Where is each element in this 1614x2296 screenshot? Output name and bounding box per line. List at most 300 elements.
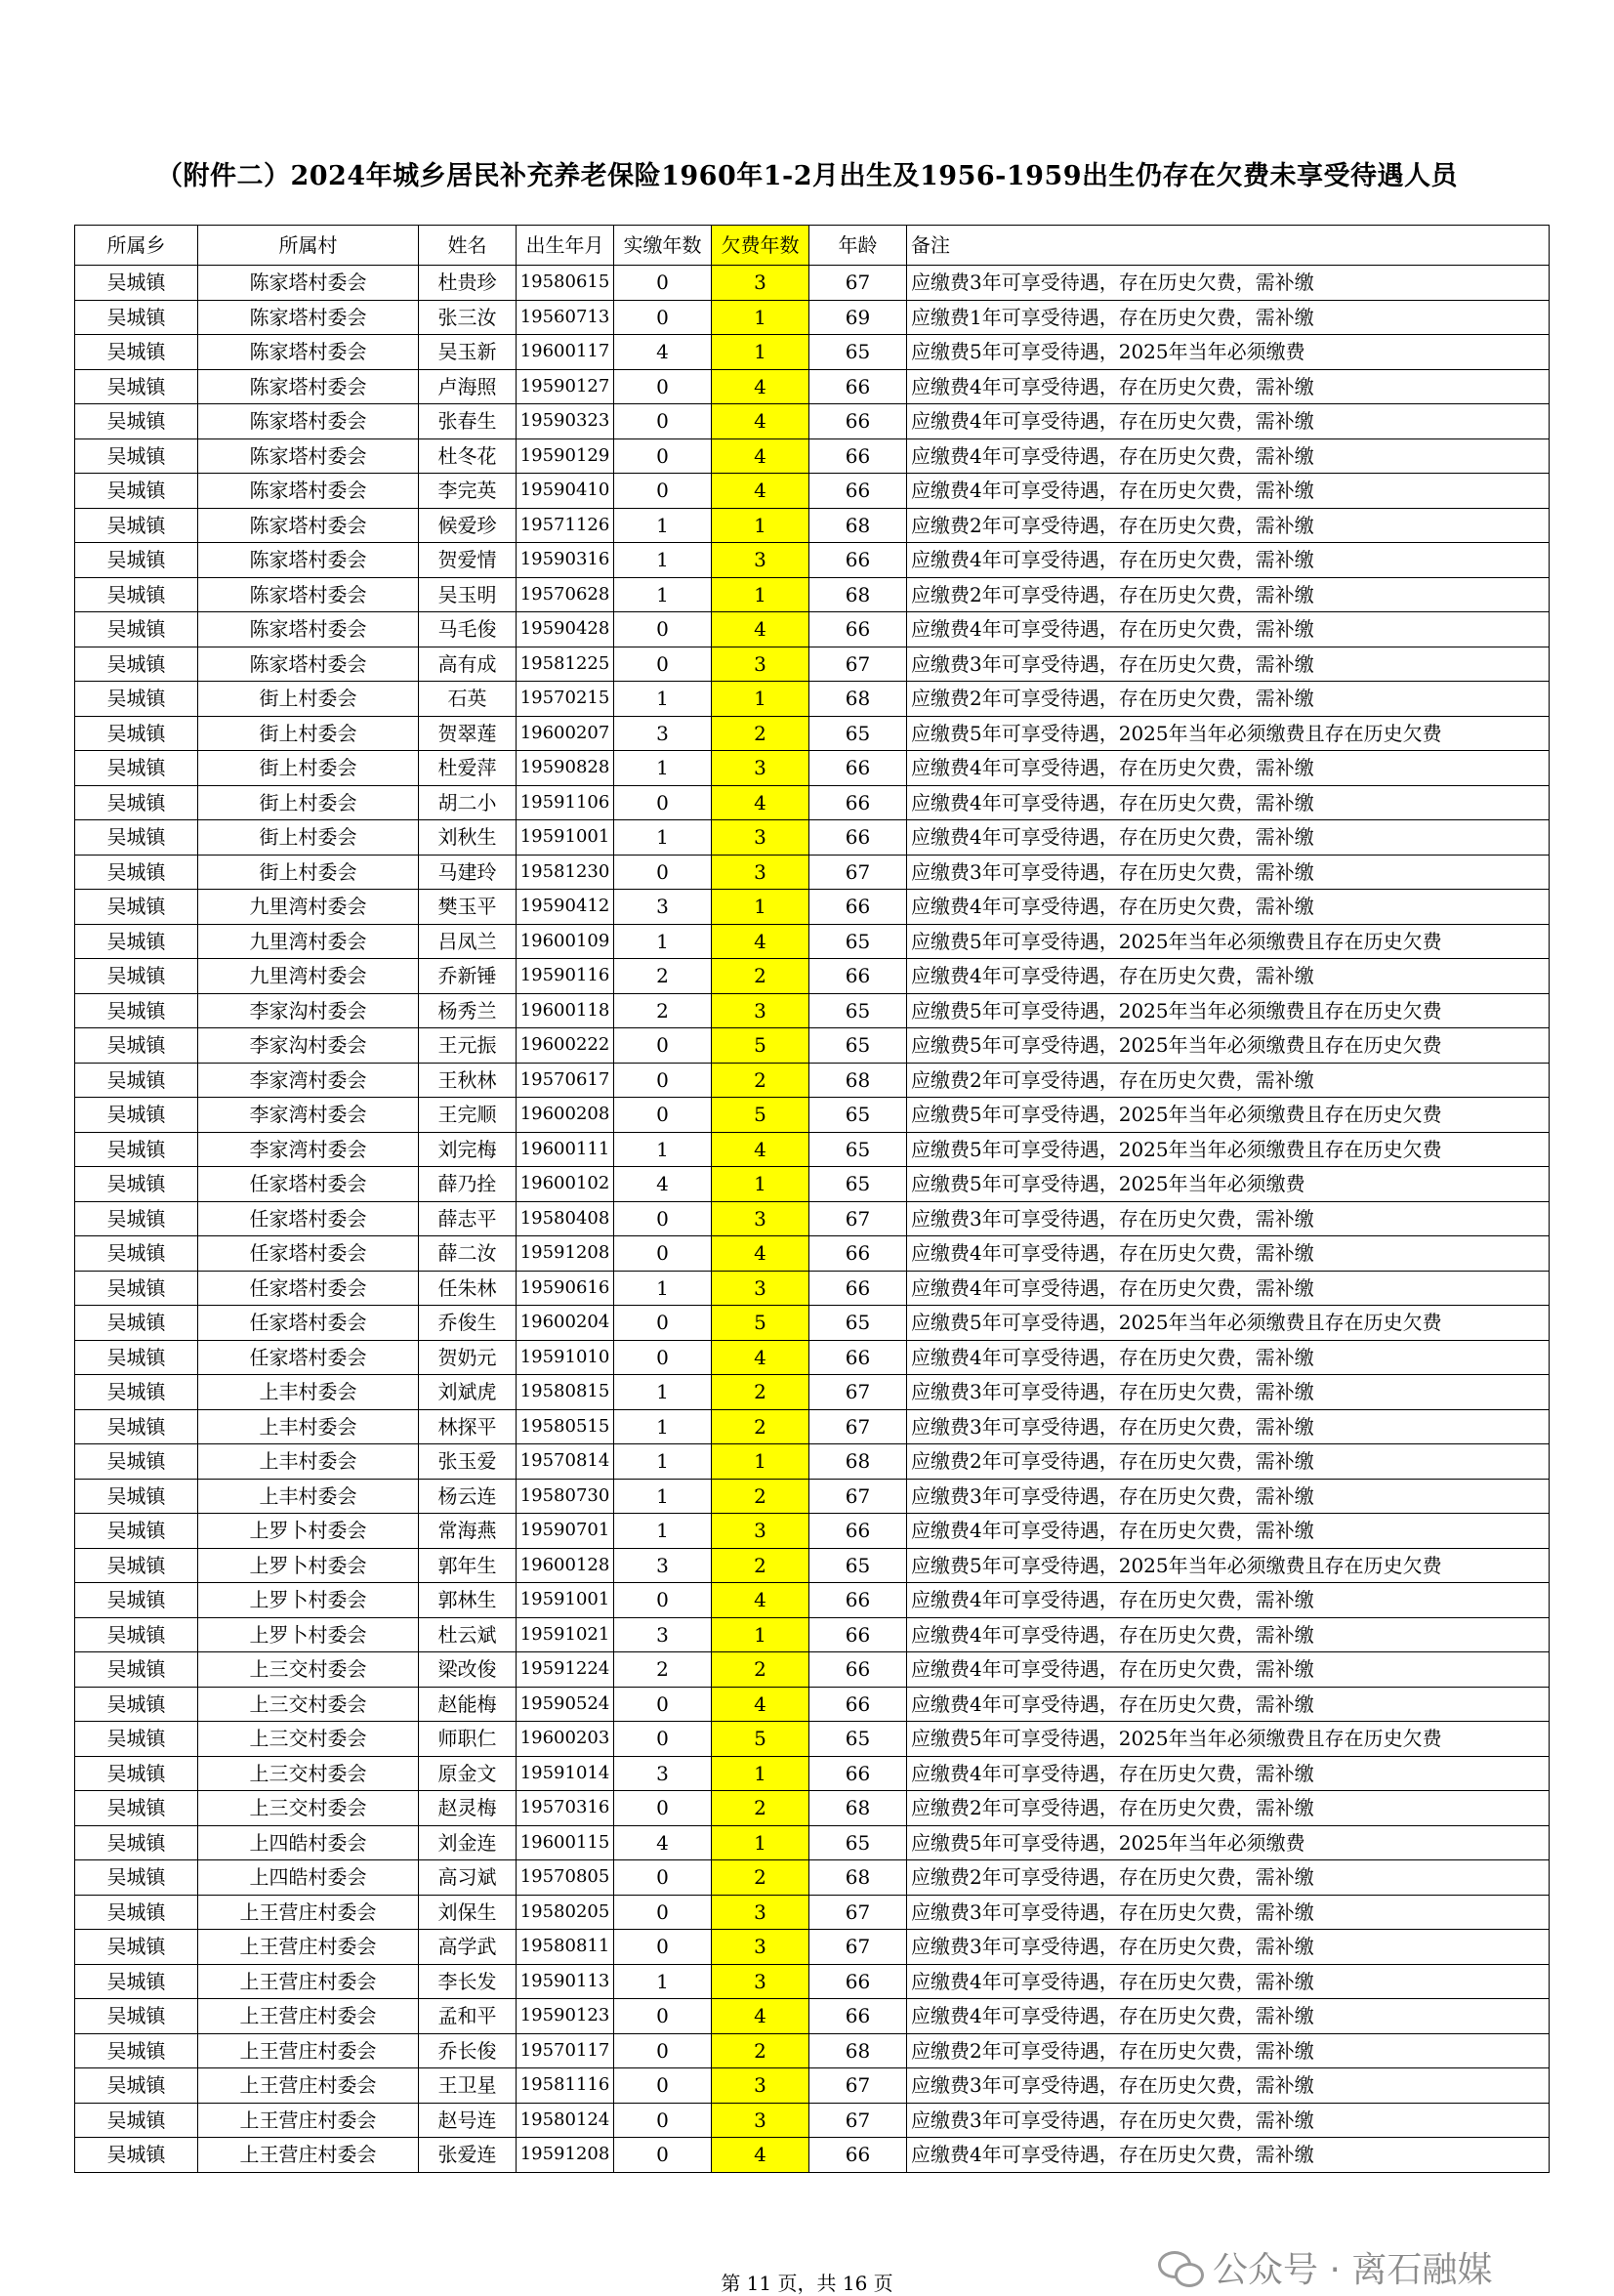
- cell-age: 65: [809, 335, 907, 370]
- table-row: [75, 993, 1550, 1028]
- cell-remarks: 应缴费5年可享受待遇，2025年当年必须缴费且存在历史欠费: [907, 716, 1550, 751]
- cell-village: 上王营庄村委会: [198, 2103, 419, 2138]
- cell-name: 王秋林: [419, 1063, 517, 1098]
- cell-village: 上王营庄村委会: [198, 2033, 419, 2068]
- cell-birth: 19590113: [517, 1964, 614, 1999]
- cell-arrears-years: 5: [712, 1306, 809, 1341]
- cell-arrears-years: 4: [712, 1236, 809, 1272]
- cell-age: 67: [809, 2068, 907, 2104]
- table-row: [75, 1583, 1550, 1618]
- cell-arrears-years: 3: [712, 1964, 809, 1999]
- cell-paid-years: 3: [614, 1548, 712, 1583]
- cell-remarks: 应缴费4年可享受待遇，存在历史欠费，需补缴: [907, 1236, 1550, 1272]
- cell-age: 66: [809, 751, 907, 786]
- cell-village: 上三交村委会: [198, 1791, 419, 1826]
- cell-paid-years: 2: [614, 959, 712, 994]
- cell-arrears-years: 1: [712, 1167, 809, 1202]
- cell-township: 吴城镇: [75, 1791, 198, 1826]
- table-row: [75, 438, 1550, 474]
- cell-birth: 19591106: [517, 785, 614, 820]
- cell-name: 候爱珍: [419, 508, 517, 543]
- cell-township: 吴城镇: [75, 1860, 198, 1896]
- cell-age: 68: [809, 1063, 907, 1098]
- header-birth: 出生年月: [517, 226, 614, 266]
- cell-remarks: 应缴费3年可享受待遇，存在历史欠费，需补缴: [907, 1201, 1550, 1236]
- table-row: [75, 1479, 1550, 1514]
- cell-paid-years: 0: [614, 2033, 712, 2068]
- cell-village: 上王营庄村委会: [198, 1930, 419, 1965]
- cell-arrears-years: 1: [712, 300, 809, 335]
- cell-age: 66: [809, 1687, 907, 1722]
- cell-paid-years: 0: [614, 647, 712, 682]
- cell-arrears-years: 4: [712, 1687, 809, 1722]
- cell-paid-years: 0: [614, 369, 712, 404]
- cell-arrears-years: 5: [712, 1098, 809, 1133]
- cell-paid-years: 3: [614, 1617, 712, 1652]
- cell-age: 68: [809, 1791, 907, 1826]
- cell-village: 上三交村委会: [198, 1756, 419, 1791]
- cell-name: 原金文: [419, 1756, 517, 1791]
- cell-arrears-years: 3: [712, 751, 809, 786]
- table-row: [75, 335, 1550, 370]
- cell-age: 65: [809, 924, 907, 959]
- cell-birth: 19600203: [517, 1722, 614, 1757]
- cell-remarks: 应缴费5年可享受待遇，2025年当年必须缴费且存在历史欠费: [907, 993, 1550, 1028]
- table-row: [75, 785, 1550, 820]
- cell-arrears-years: 4: [712, 438, 809, 474]
- cell-age: 66: [809, 369, 907, 404]
- cell-township: 吴城镇: [75, 1756, 198, 1791]
- watermark: [1158, 2242, 1492, 2292]
- cell-age: 66: [809, 543, 907, 578]
- cell-township: 吴城镇: [75, 1652, 198, 1688]
- cell-name: 张春生: [419, 404, 517, 439]
- cell-remarks: 应缴费2年可享受待遇，存在历史欠费，需补缴: [907, 1791, 1550, 1826]
- cell-remarks: 应缴费5年可享受待遇，2025年当年必须缴费且存在历史欠费: [907, 1306, 1550, 1341]
- cell-arrears-years: 3: [712, 1930, 809, 1965]
- cell-age: 66: [809, 1756, 907, 1791]
- cell-paid-years: 0: [614, 1860, 712, 1896]
- cell-age: 66: [809, 438, 907, 474]
- cell-village: 街上村委会: [198, 785, 419, 820]
- cell-age: 66: [809, 1652, 907, 1688]
- cell-name: 孟和平: [419, 1999, 517, 2034]
- cell-age: 65: [809, 1167, 907, 1202]
- cell-birth: 19590316: [517, 543, 614, 578]
- cell-remarks: 应缴费2年可享受待遇，存在历史欠费，需补缴: [907, 508, 1550, 543]
- cell-township: 吴城镇: [75, 474, 198, 509]
- cell-village: 陈家塔村委会: [198, 612, 419, 647]
- cell-paid-years: 0: [614, 1687, 712, 1722]
- cell-remarks: 应缴费4年可享受待遇，存在历史欠费，需补缴: [907, 890, 1550, 925]
- cell-arrears-years: 2: [712, 1409, 809, 1444]
- cell-name: 林探平: [419, 1409, 517, 1444]
- cell-remarks: 应缴费1年可享受待遇，存在历史欠费，需补缴: [907, 300, 1550, 335]
- cell-remarks: 应缴费4年可享受待遇，存在历史欠费，需补缴: [907, 1964, 1550, 1999]
- cell-township: 吴城镇: [75, 1028, 198, 1064]
- cell-paid-years: 4: [614, 1825, 712, 1860]
- cell-township: 吴城镇: [75, 682, 198, 717]
- cell-arrears-years: 1: [712, 1617, 809, 1652]
- cell-paid-years: 1: [614, 577, 712, 612]
- cell-paid-years: 2: [614, 993, 712, 1028]
- cell-village: 陈家塔村委会: [198, 369, 419, 404]
- cell-age: 66: [809, 1271, 907, 1306]
- cell-name: 贺爱情: [419, 543, 517, 578]
- cell-village: 上王营庄村委会: [198, 1999, 419, 2034]
- cell-birth: 19590123: [517, 1999, 614, 2034]
- cell-name: 王卫星: [419, 2068, 517, 2104]
- cell-name: 刘保生: [419, 1895, 517, 1930]
- table-row: [75, 1652, 1550, 1688]
- cell-village: 上三交村委会: [198, 1722, 419, 1757]
- cell-paid-years: 0: [614, 1791, 712, 1826]
- cell-age: 65: [809, 1028, 907, 1064]
- table-row: [75, 890, 1550, 925]
- cell-village: 陈家塔村委会: [198, 543, 419, 578]
- cell-paid-years: 0: [614, 474, 712, 509]
- watermark-text: 公众号 · 离石融媒: [1213, 2250, 1493, 2290]
- cell-paid-years: 0: [614, 266, 712, 301]
- table-row: [75, 1722, 1550, 1757]
- cell-village: 街上村委会: [198, 855, 419, 890]
- cell-arrears-years: 1: [712, 1825, 809, 1860]
- cell-age: 66: [809, 1583, 907, 1618]
- cell-name: 任朱林: [419, 1271, 517, 1306]
- cell-birth: 19570215: [517, 682, 614, 717]
- cell-name: 郭林生: [419, 1583, 517, 1618]
- cell-paid-years: 0: [614, 855, 712, 890]
- cell-birth: 19591021: [517, 1617, 614, 1652]
- cell-arrears-years: 3: [712, 993, 809, 1028]
- cell-name: 梁改俊: [419, 1652, 517, 1688]
- cell-arrears-years: 3: [712, 855, 809, 890]
- table-row: [75, 1514, 1550, 1549]
- cell-township: 吴城镇: [75, 1167, 198, 1202]
- cell-township: 吴城镇: [75, 1444, 198, 1480]
- cell-paid-years: 0: [614, 300, 712, 335]
- cell-birth: 19590412: [517, 890, 614, 925]
- cell-birth: 19581225: [517, 647, 614, 682]
- cell-remarks: 应缴费4年可享受待遇，存在历史欠费，需补缴: [907, 1271, 1550, 1306]
- cell-remarks: 应缴费5年可享受待遇，2025年当年必须缴费且存在历史欠费: [907, 1722, 1550, 1757]
- cell-remarks: 应缴费5年可享受待遇，2025年当年必须缴费: [907, 1167, 1550, 1202]
- cell-paid-years: 1: [614, 1271, 712, 1306]
- cell-arrears-years: 3: [712, 820, 809, 856]
- cell-name: 薛二汝: [419, 1236, 517, 1272]
- cell-arrears-years: 1: [712, 890, 809, 925]
- cell-name: 张爱连: [419, 2138, 517, 2173]
- cell-remarks: 应缴费5年可享受待遇，2025年当年必须缴费: [907, 335, 1550, 370]
- header-arrears-years: 欠费年数: [712, 226, 809, 266]
- cell-age: 66: [809, 474, 907, 509]
- cell-birth: 19570316: [517, 1791, 614, 1826]
- cell-name: 杜贵珍: [419, 266, 517, 301]
- cell-name: 吴玉明: [419, 577, 517, 612]
- cell-paid-years: 0: [614, 1063, 712, 1098]
- cell-arrears-years: 2: [712, 1479, 809, 1514]
- table-row: [75, 2033, 1550, 2068]
- cell-remarks: 应缴费5年可享受待遇，2025年当年必须缴费: [907, 1825, 1550, 1860]
- cell-name: 石英: [419, 682, 517, 717]
- document-title: （附件二）2024年城乡居民补充养老保险1960年1-2月出生及1956-1959出生仍存在欠费未享受待遇人员: [155, 161, 1459, 191]
- table-row: [75, 1132, 1550, 1167]
- table-row: [75, 1791, 1550, 1826]
- table-row: [75, 1756, 1550, 1791]
- cell-remarks: 应缴费4年可享受待遇，存在历史欠费，需补缴: [907, 1687, 1550, 1722]
- cell-name: 李长发: [419, 1964, 517, 1999]
- cell-age: 68: [809, 2033, 907, 2068]
- cell-arrears-years: 4: [712, 1583, 809, 1618]
- cell-age: 67: [809, 1895, 907, 1930]
- cell-paid-years: 0: [614, 404, 712, 439]
- cell-village: 陈家塔村委会: [198, 647, 419, 682]
- header-remarks: 备注: [907, 226, 1550, 266]
- cell-remarks: 应缴费5年可享受待遇，2025年当年必须缴费且存在历史欠费: [907, 1028, 1550, 1064]
- table-header-row: [75, 226, 1550, 266]
- cell-birth: 19591001: [517, 820, 614, 856]
- cell-arrears-years: 3: [712, 1271, 809, 1306]
- cell-paid-years: 0: [614, 1201, 712, 1236]
- cell-village: 李家湾村委会: [198, 1132, 419, 1167]
- cell-township: 吴城镇: [75, 1548, 198, 1583]
- cell-birth: 19590524: [517, 1687, 614, 1722]
- cell-village: 任家塔村委会: [198, 1306, 419, 1341]
- cell-name: 吕凤兰: [419, 924, 517, 959]
- cell-township: 吴城镇: [75, 785, 198, 820]
- cell-arrears-years: 3: [712, 647, 809, 682]
- cell-name: 赵号连: [419, 2103, 517, 2138]
- cell-paid-years: 3: [614, 716, 712, 751]
- cell-township: 吴城镇: [75, 716, 198, 751]
- cell-village: 上三交村委会: [198, 1687, 419, 1722]
- cell-township: 吴城镇: [75, 612, 198, 647]
- table-row: [75, 1098, 1550, 1133]
- cell-arrears-years: 5: [712, 1722, 809, 1757]
- cell-township: 吴城镇: [75, 508, 198, 543]
- cell-township: 吴城镇: [75, 1340, 198, 1375]
- cell-paid-years: 3: [614, 890, 712, 925]
- cell-village: 陈家塔村委会: [198, 300, 419, 335]
- table-row: [75, 820, 1550, 856]
- cell-age: 67: [809, 1930, 907, 1965]
- page-number: 第 11 页，共 16 页: [721, 2272, 893, 2295]
- cell-paid-years: 1: [614, 751, 712, 786]
- cell-paid-years: 0: [614, 1028, 712, 1064]
- cell-remarks: 应缴费4年可享受待遇，存在历史欠费，需补缴: [907, 751, 1550, 786]
- cell-township: 吴城镇: [75, 1583, 198, 1618]
- table-row: [75, 647, 1550, 682]
- cell-birth: 19590616: [517, 1271, 614, 1306]
- cell-paid-years: 0: [614, 1722, 712, 1757]
- cell-arrears-years: 4: [712, 924, 809, 959]
- cell-remarks: 应缴费3年可享受待遇，存在历史欠费，需补缴: [907, 266, 1550, 301]
- cell-township: 吴城镇: [75, 369, 198, 404]
- cell-village: 陈家塔村委会: [198, 266, 419, 301]
- cell-paid-years: 4: [614, 1167, 712, 1202]
- cell-paid-years: 1: [614, 682, 712, 717]
- cell-remarks: 应缴费2年可享受待遇，存在历史欠费，需补缴: [907, 682, 1550, 717]
- cell-birth: 19580615: [517, 266, 614, 301]
- cell-arrears-years: 3: [712, 266, 809, 301]
- cell-township: 吴城镇: [75, 1375, 198, 1410]
- cell-village: 上王营庄村委会: [198, 2138, 419, 2173]
- cell-age: 65: [809, 1098, 907, 1133]
- cell-birth: 19600222: [517, 1028, 614, 1064]
- header-paid-years: 实缴年数: [614, 226, 712, 266]
- cell-birth: 19591010: [517, 1340, 614, 1375]
- cell-paid-years: 4: [614, 335, 712, 370]
- cell-paid-years: 1: [614, 1409, 712, 1444]
- cell-remarks: 应缴费4年可享受待遇，存在历史欠费，需补缴: [907, 820, 1550, 856]
- cell-village: 上罗卜村委会: [198, 1514, 419, 1549]
- cell-birth: 19580205: [517, 1895, 614, 1930]
- cell-arrears-years: 2: [712, 716, 809, 751]
- table-row: [75, 959, 1550, 994]
- cell-township: 吴城镇: [75, 751, 198, 786]
- cell-name: 吴玉新: [419, 335, 517, 370]
- cell-paid-years: 1: [614, 1964, 712, 1999]
- cell-name: 乔长俊: [419, 2033, 517, 2068]
- cell-remarks: 应缴费3年可享受待遇，存在历史欠费，需补缴: [907, 1895, 1550, 1930]
- cell-birth: 19580124: [517, 2103, 614, 2138]
- cell-paid-years: 0: [614, 1895, 712, 1930]
- cell-village: 任家塔村委会: [198, 1167, 419, 1202]
- cell-paid-years: 1: [614, 1132, 712, 1167]
- table-row: [75, 1340, 1550, 1375]
- cell-township: 吴城镇: [75, 1930, 198, 1965]
- cell-age: 68: [809, 682, 907, 717]
- cell-township: 吴城镇: [75, 1895, 198, 1930]
- cell-village: 任家塔村委会: [198, 1271, 419, 1306]
- cell-remarks: 应缴费2年可享受待遇，存在历史欠费，需补缴: [907, 1444, 1550, 1480]
- cell-remarks: 应缴费3年可享受待遇，存在历史欠费，需补缴: [907, 2068, 1550, 2104]
- cell-remarks: 应缴费5年可享受待遇，2025年当年必须缴费且存在历史欠费: [907, 1548, 1550, 1583]
- cell-arrears-years: 4: [712, 2138, 809, 2173]
- cell-name: 薛乃拴: [419, 1167, 517, 1202]
- cell-village: 上罗卜村委会: [198, 1548, 419, 1583]
- cell-township: 吴城镇: [75, 993, 198, 1028]
- cell-village: 上丰村委会: [198, 1375, 419, 1410]
- cell-village: 上王营庄村委会: [198, 1895, 419, 1930]
- table-row: [75, 1028, 1550, 1064]
- cell-paid-years: 0: [614, 2103, 712, 2138]
- cell-name: 高有成: [419, 647, 517, 682]
- cell-village: 李家湾村委会: [198, 1063, 419, 1098]
- cell-village: 陈家塔村委会: [198, 404, 419, 439]
- cell-name: 郭年生: [419, 1548, 517, 1583]
- cell-arrears-years: 2: [712, 1548, 809, 1583]
- cell-name: 卢海照: [419, 369, 517, 404]
- cell-birth: 19600115: [517, 1825, 614, 1860]
- cell-remarks: 应缴费3年可享受待遇，存在历史欠费，需补缴: [907, 1479, 1550, 1514]
- cell-township: 吴城镇: [75, 1617, 198, 1652]
- wechat-icon: [1158, 2249, 1203, 2286]
- cell-village: 李家湾村委会: [198, 1098, 419, 1133]
- cell-township: 吴城镇: [75, 2103, 198, 2138]
- cell-arrears-years: 4: [712, 612, 809, 647]
- cell-name: 杨云连: [419, 1479, 517, 1514]
- cell-paid-years: 0: [614, 1999, 712, 2034]
- cell-birth: 19591014: [517, 1756, 614, 1791]
- cell-township: 吴城镇: [75, 404, 198, 439]
- cell-age: 66: [809, 1964, 907, 1999]
- cell-remarks: 应缴费4年可享受待遇，存在历史欠费，需补缴: [907, 959, 1550, 994]
- cell-arrears-years: 1: [712, 1756, 809, 1791]
- cell-age: 69: [809, 300, 907, 335]
- table-row: [75, 1999, 1550, 2034]
- cell-name: 王完顺: [419, 1098, 517, 1133]
- cell-birth: 19591224: [517, 1652, 614, 1688]
- cell-birth: 19600109: [517, 924, 614, 959]
- cell-age: 66: [809, 959, 907, 994]
- cell-paid-years: 1: [614, 1514, 712, 1549]
- table-row: [75, 1306, 1550, 1341]
- table-row: [75, 855, 1550, 890]
- cell-birth: 19570617: [517, 1063, 614, 1098]
- cell-birth: 19580730: [517, 1479, 614, 1514]
- cell-arrears-years: 3: [712, 1514, 809, 1549]
- cell-remarks: 应缴费4年可享受待遇，存在历史欠费，需补缴: [907, 369, 1550, 404]
- cell-township: 吴城镇: [75, 1825, 198, 1860]
- cell-arrears-years: 2: [712, 1375, 809, 1410]
- cell-arrears-years: 2: [712, 959, 809, 994]
- cell-name: 杜冬花: [419, 438, 517, 474]
- cell-township: 吴城镇: [75, 1063, 198, 1098]
- cell-paid-years: 0: [614, 1930, 712, 1965]
- cell-name: 薛志平: [419, 1201, 517, 1236]
- cell-age: 65: [809, 1548, 907, 1583]
- cell-remarks: 应缴费2年可享受待遇，存在历史欠费，需补缴: [907, 577, 1550, 612]
- table-row: [75, 300, 1550, 335]
- cell-remarks: 应缴费4年可享受待遇，存在历史欠费，需补缴: [907, 474, 1550, 509]
- cell-arrears-years: 3: [712, 1201, 809, 1236]
- header-age: 年龄: [809, 226, 907, 266]
- table-row: [75, 682, 1550, 717]
- cell-remarks: 应缴费4年可享受待遇，存在历史欠费，需补缴: [907, 785, 1550, 820]
- cell-village: 陈家塔村委会: [198, 577, 419, 612]
- cell-birth: 19600102: [517, 1167, 614, 1202]
- cell-name: 刘秋生: [419, 820, 517, 856]
- cell-arrears-years: 3: [712, 2103, 809, 2138]
- cell-birth: 19600204: [517, 1306, 614, 1341]
- cell-township: 吴城镇: [75, 577, 198, 612]
- cell-birth: 19590701: [517, 1514, 614, 1549]
- cell-remarks: 应缴费4年可享受待遇，存在历史欠费，需补缴: [907, 1999, 1550, 2034]
- cell-township: 吴城镇: [75, 1964, 198, 1999]
- cell-remarks: 应缴费3年可享受待遇，存在历史欠费，需补缴: [907, 1375, 1550, 1410]
- cell-birth: 19590116: [517, 959, 614, 994]
- cell-remarks: 应缴费2年可享受待遇，存在历史欠费，需补缴: [907, 1860, 1550, 1896]
- cell-age: 68: [809, 577, 907, 612]
- table-row: [75, 369, 1550, 404]
- cell-remarks: 应缴费3年可享受待遇，存在历史欠费，需补缴: [907, 855, 1550, 890]
- cell-age: 65: [809, 1825, 907, 1860]
- cell-birth: 19590127: [517, 369, 614, 404]
- cell-paid-years: 1: [614, 1479, 712, 1514]
- cell-township: 吴城镇: [75, 647, 198, 682]
- cell-name: 贺奶元: [419, 1340, 517, 1375]
- cell-village: 任家塔村委会: [198, 1340, 419, 1375]
- table-row: [75, 1236, 1550, 1272]
- cell-name: 李完英: [419, 474, 517, 509]
- cell-village: 九里湾村委会: [198, 924, 419, 959]
- cell-age: 65: [809, 1306, 907, 1341]
- cell-birth: 19600118: [517, 993, 614, 1028]
- cell-village: 上三交村委会: [198, 1652, 419, 1688]
- table-row: [75, 716, 1550, 751]
- table-row: [75, 1930, 1550, 1965]
